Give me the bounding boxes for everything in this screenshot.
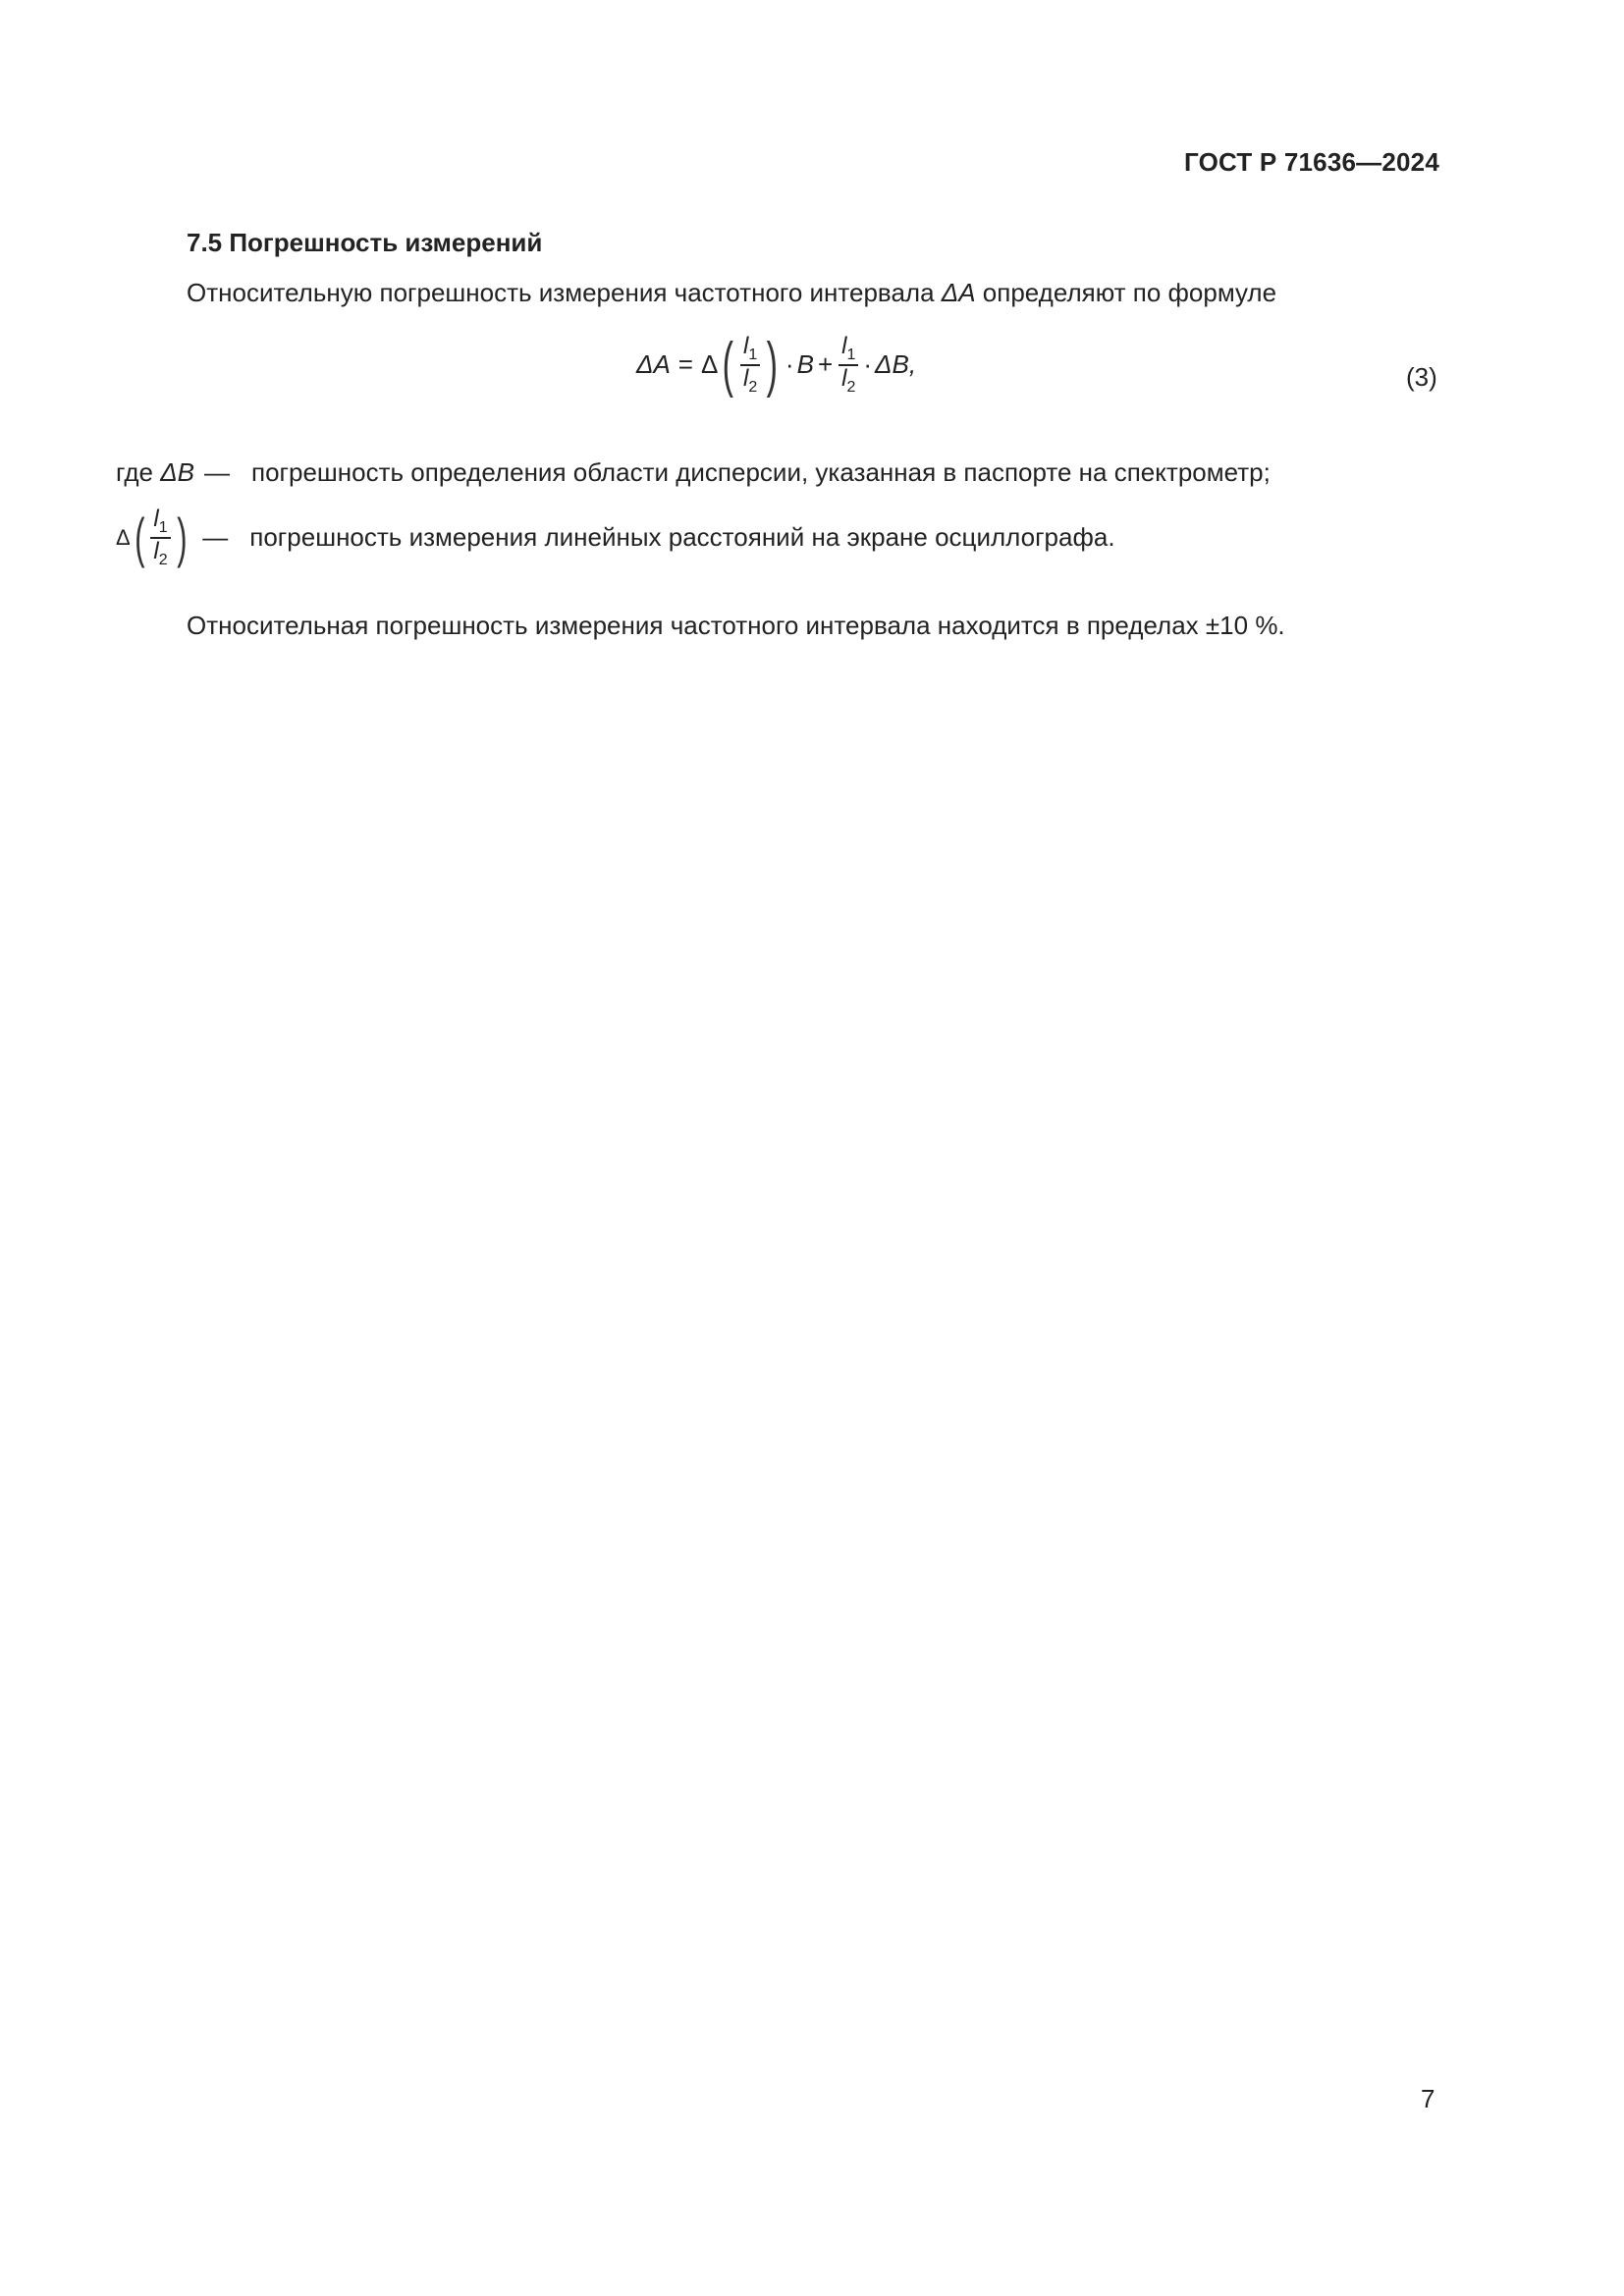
formula-equals: = [677, 349, 693, 380]
intro-text-before: Относительную погрешность измерения частотного интервала [187, 278, 942, 307]
formula-delta: Δ [700, 349, 719, 380]
formula-lhs: ΔA [636, 349, 671, 380]
definition-delta-ratio [116, 507, 1115, 568]
formula-dot: · [785, 349, 794, 380]
right-paren-icon: ) [176, 506, 188, 568]
frac-den-sub: 2 [748, 378, 758, 396]
document-standard-id: ГОСТ Р 71636—2024 [1184, 147, 1439, 177]
where-label: где [116, 457, 153, 487]
formula-delta-b: ΔB, [875, 349, 917, 380]
frac-den-sub: 2 [158, 551, 168, 568]
definition-term-delta: Δ [116, 524, 131, 550]
formula-number: (3) [1406, 362, 1437, 392]
formula-plus: + [817, 349, 834, 380]
formula-b: B [796, 349, 814, 380]
formula-dot: · [863, 349, 873, 380]
frac-num: l [841, 333, 847, 359]
intro-text-after: определяют по формуле [975, 278, 1277, 307]
frac-num-sub: 1 [748, 346, 758, 363]
left-paren-icon: ( [723, 330, 734, 399]
frac-num-sub: 1 [846, 346, 856, 363]
intro-symbol: ΔA [941, 278, 976, 307]
frac-num: l [743, 333, 749, 359]
left-paren-icon: ( [134, 506, 145, 568]
section-heading: 7.5 Погрешность измерений [187, 228, 543, 257]
formula-3 [636, 330, 917, 399]
definition-term: ΔB [160, 457, 194, 487]
frac-num-sub: 1 [158, 518, 168, 536]
definition-text: погрешность определения области дисперсии, указанная в паспорте на спектрометр; [250, 457, 1271, 487]
page-number: 7 [1421, 2084, 1435, 2113]
definition-dash: — [202, 522, 229, 553]
fraction-l1-l2-second [839, 334, 858, 396]
frac-den-sub: 2 [846, 378, 856, 396]
right-paren-icon: ) [766, 330, 779, 399]
definition-fraction [150, 507, 170, 568]
intro-paragraph [187, 278, 1276, 308]
frac-den: l [841, 364, 847, 392]
frac-num: l [153, 506, 159, 532]
frac-den: l [153, 537, 159, 564]
closing-paragraph: Относительная погрешность измерения частотного интервала находится в пределах ±10 %. [187, 611, 1285, 640]
definition-delta-b [116, 457, 1271, 488]
frac-den: l [743, 364, 749, 392]
fraction-l1-l2 [740, 334, 760, 396]
definition-text: погрешность измерения линейных расстояний на экране осциллографа. [249, 522, 1115, 553]
definition-dash: — [203, 457, 230, 487]
